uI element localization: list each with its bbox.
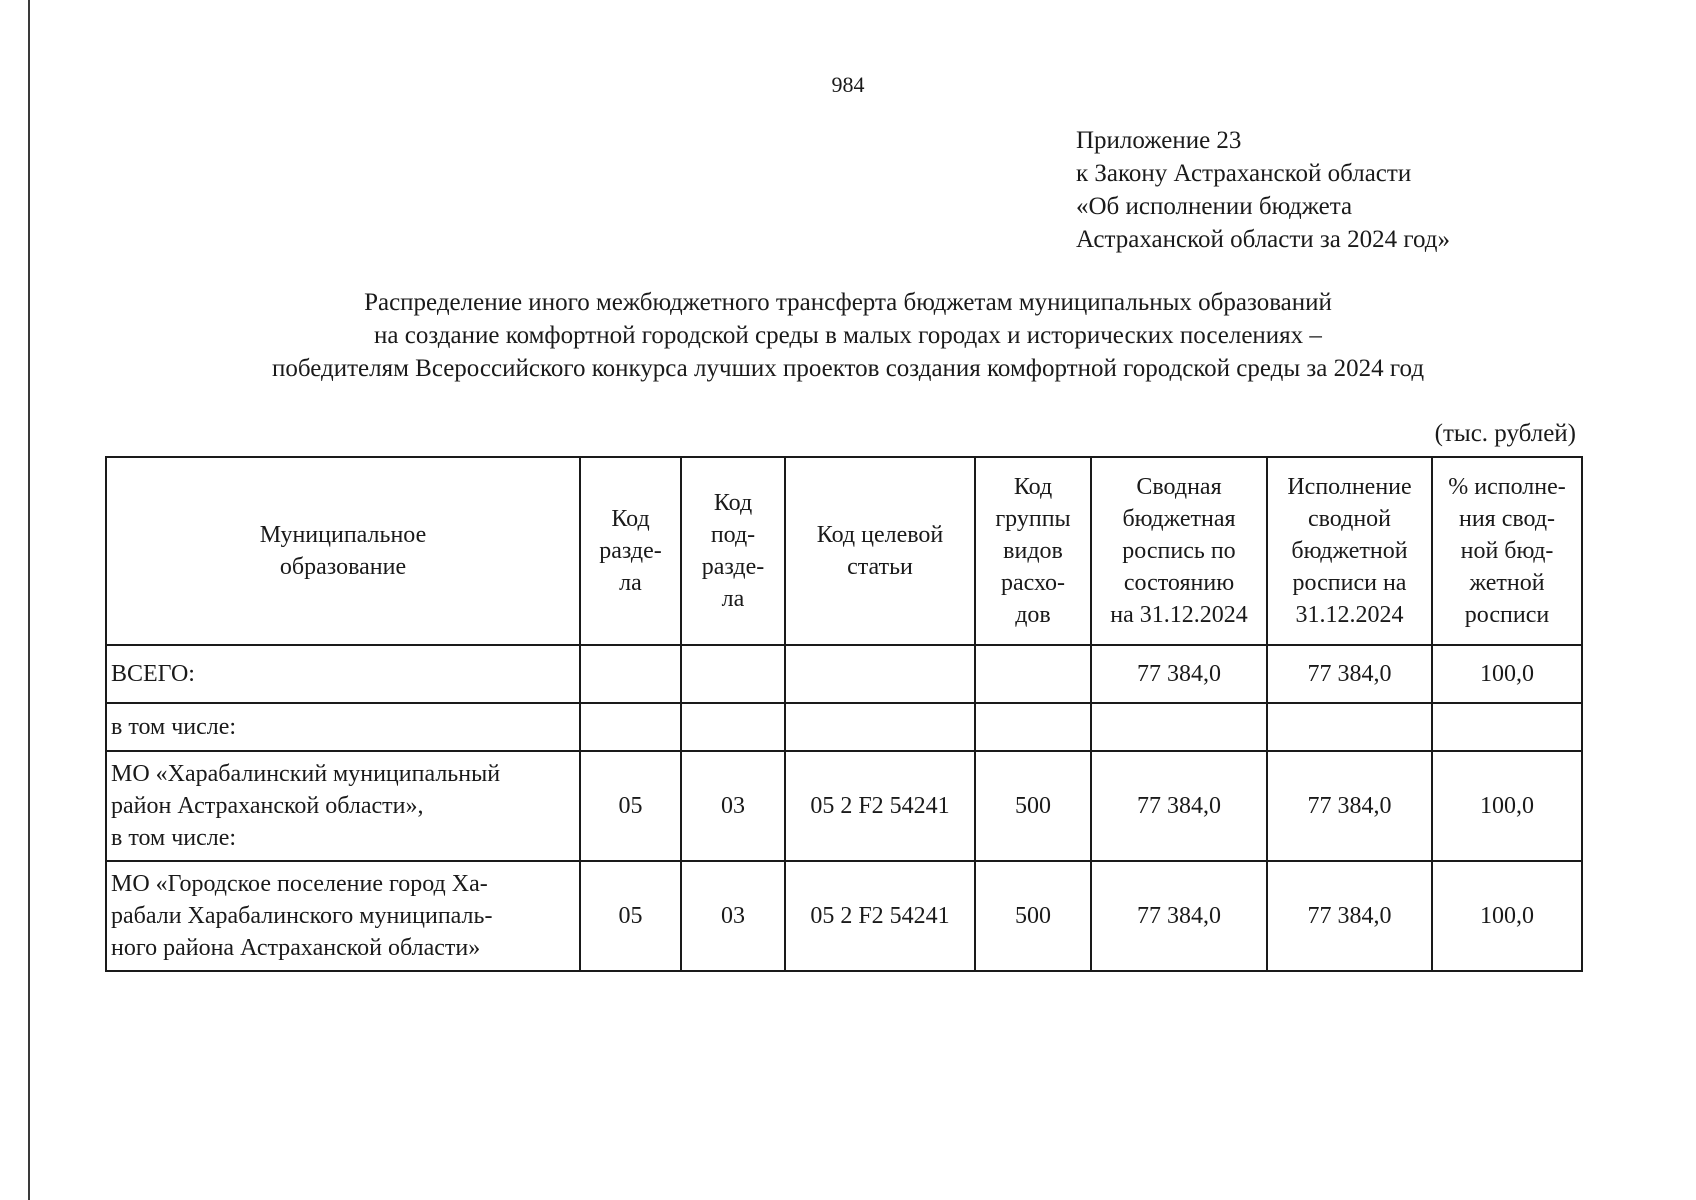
header-subsection-code: Код под- разде- ла	[681, 457, 785, 645]
header-municipality: Муниципальное образование	[106, 457, 580, 645]
cell-subsection	[681, 645, 785, 703]
cell-group: 500	[975, 861, 1091, 971]
cell-empty	[681, 703, 785, 751]
header-execution: Исполнение сводной бюджетной росписи на 31.12.2024	[1267, 457, 1432, 645]
table-row-city-settlement	[106, 861, 1582, 971]
budget-table	[105, 456, 1583, 972]
cell-target	[785, 645, 975, 703]
table-row-municipal-district	[106, 751, 1582, 861]
cell-name: ВСЕГО:	[106, 645, 580, 703]
cell-subsection: 03	[681, 861, 785, 971]
cell-section: 05	[580, 751, 681, 861]
cell-budget: 77 384,0	[1091, 861, 1267, 971]
table-row-including	[106, 703, 1582, 751]
appendix-line: Приложение 23	[1076, 127, 1242, 154]
cell-execution: 77 384,0	[1267, 751, 1432, 861]
header-section-code: Код разде- ла	[580, 457, 681, 645]
cell-percent: 100,0	[1432, 751, 1582, 861]
cell-execution: 77 384,0	[1267, 645, 1432, 703]
table-row-total	[106, 645, 1582, 703]
cell-name: МО «Городское поселение город Ха- рабали Харабалинского муниципаль- ного района Астраханской области»	[106, 861, 580, 971]
cell-percent: 100,0	[1432, 861, 1582, 971]
cell-section	[580, 645, 681, 703]
appendix-line: к Закону Астраханской области	[1076, 160, 1412, 187]
cell-subsection: 03	[681, 751, 785, 861]
cell-budget: 77 384,0	[1091, 751, 1267, 861]
cell-empty	[975, 703, 1091, 751]
table-header-row	[106, 457, 1582, 645]
header-percent: % исполне- ния свод- ной бюд- жетной росписи	[1432, 457, 1582, 645]
appendix-header	[1076, 124, 1450, 256]
document-title	[100, 286, 1596, 385]
appendix-line: «Об исполнении бюджета	[1076, 193, 1353, 220]
cell-empty	[1091, 703, 1267, 751]
cell-empty	[1267, 703, 1432, 751]
cell-budget: 77 384,0	[1091, 645, 1267, 703]
header-budget: Сводная бюджетная роспись по состоянию на 31.12.2024	[1091, 457, 1267, 645]
page-number: 984	[831, 72, 865, 97]
cell-name: в том числе:	[106, 703, 580, 751]
cell-empty	[1432, 703, 1582, 751]
cell-group: 500	[975, 751, 1091, 861]
scan-edge-line	[28, 0, 30, 1200]
cell-target: 05 2 F2 54241	[785, 861, 975, 971]
cell-name: МО «Харабалинский муниципальный район Астраханской области», в том числе:	[106, 751, 580, 861]
title-line: победителям Всероссийского конкурса лучших проектов создания комфортной городской среды за 2024 год	[271, 355, 1425, 382]
cell-target: 05 2 F2 54241	[785, 751, 975, 861]
title-line: Распределение иного межбюджетного трансферта бюджетам муниципальных образований	[364, 289, 1332, 316]
cell-section: 05	[580, 861, 681, 971]
cell-percent: 100,0	[1432, 645, 1582, 703]
header-expense-group: Код группы видов расхо- дов	[975, 457, 1091, 645]
cell-execution: 77 384,0	[1267, 861, 1432, 971]
cell-empty	[785, 703, 975, 751]
cell-group	[975, 645, 1091, 703]
appendix-line: Астраханской области за 2024 год»	[1076, 226, 1451, 253]
header-target-code: Код целевой статьи	[785, 457, 975, 645]
title-line: на создание комфортной городской среды в малых городах и исторических поселениях –	[374, 322, 1322, 349]
cell-empty	[580, 703, 681, 751]
units-label: (тыс. рублей)	[1434, 420, 1576, 447]
